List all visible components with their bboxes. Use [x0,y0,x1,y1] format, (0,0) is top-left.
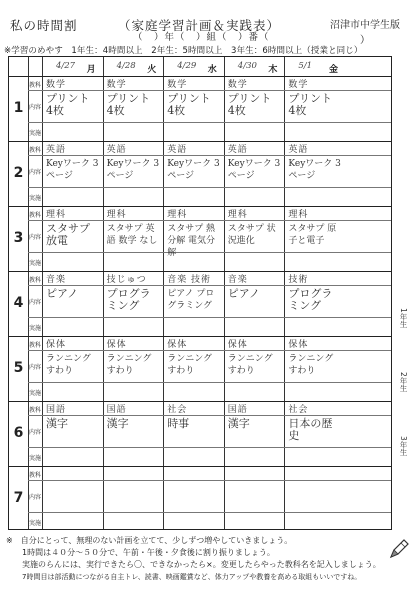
label-subject: 教科 [29,82,42,89]
cell-subject: 音楽 [46,275,67,285]
divider-day-col-3 [224,57,225,529]
cell-content: ランニング すわり [227,354,273,376]
label-content: 内容 [29,494,42,501]
page-title: 私の時間割 [10,18,78,33]
cell-content: ピアノ プログラミング [167,289,215,311]
period-number-3: 3 [13,229,24,246]
cell-subject: 保体 [227,340,248,350]
name-fields: （ ）年（ ）組（ ）番（ [133,32,270,43]
cell-subject: 理科 [288,210,309,220]
sub-divider-a-6 [28,415,391,416]
cell-subject: 理科 [227,210,248,220]
label-content: 内容 [29,169,42,176]
cell-subject: 数学 [227,80,248,90]
cell-subject: 数学 [46,80,67,90]
cell-subject: 数学 [106,80,127,90]
label-done: 実施 [29,130,42,137]
grade-marker-2: 2年生 [399,372,408,392]
cell-content: プログラミング [106,287,151,312]
row-divider-6 [9,401,391,402]
label-subject: 教科 [29,472,42,479]
footer-line-3: 実施のらんには、実行できたら〇、できなかったら×。変更したらやった教科名を記入しましょう。 [22,560,381,569]
cell-content: Keyワーク 3ページ [106,159,160,181]
day-date-4: 4/30 [237,61,257,71]
footer-line-2: 1時間は４０分～５０分で、午前・午後・夕食後に割り振りましょう。 [22,548,275,557]
sub-divider-a-1 [28,90,391,91]
cell-subject: 理科 [167,210,188,220]
cell-content: 漢字 [227,417,250,430]
period-number-1: 1 [13,99,24,116]
divider-label-col [42,57,43,529]
cell-subject: 数学 [167,80,188,90]
cell-content: プリント 4枚 [288,92,332,117]
cell-subject: 英語 [227,145,248,155]
divider-day-col-1 [103,57,104,529]
cell-content: スタサプ 放電 [46,222,90,247]
cell-subject: 音楽 技術 [167,275,212,285]
day-date-3: 4/29 [177,61,197,71]
organization-label: 沼津市中学生版 [330,20,400,31]
cell-subject: 理科 [46,210,67,220]
name-fields-close: ） [360,35,370,46]
label-subject: 教科 [29,342,42,349]
row-divider-5 [9,336,391,337]
cell-content: スタサプ 熱分解 電気分解 [167,224,216,258]
day-date-2: 4/28 [116,61,136,71]
row-divider-3 [9,206,391,207]
cell-content: プリント 4枚 [46,92,90,117]
label-done: 実施 [29,455,42,462]
cell-subject: 音楽 [227,275,248,285]
footer-line-4: 7時間目は部活動につながる自主トレ、読書、映画鑑賞など、体力アップや教養を高める取組もいいですね。 [22,573,362,581]
cell-subject: 保体 [167,340,188,350]
day-name-2: 火 [147,65,157,75]
label-content: 内容 [29,104,42,111]
sub-divider-a-5 [28,350,391,351]
cell-content: プリント 4枚 [106,92,151,117]
day-name-1: 月 [86,65,96,75]
cell-content: ランニング すわり [106,354,152,376]
label-subject: 教科 [29,147,42,154]
label-subject: 教科 [29,407,42,414]
period-number-2: 2 [13,164,24,181]
sub-divider-b-2 [28,187,391,188]
sub-divider-b-1 [28,122,391,123]
day-name-4: 木 [268,65,278,75]
label-content: 内容 [29,299,42,306]
day-date-1: 4/27 [56,61,76,71]
grade-marker-1: 1年生 [399,308,408,328]
period-number-5: 5 [13,359,24,376]
cell-content: プリント 4枚 [167,92,211,117]
sub-divider-b-4 [28,317,391,318]
cell-subject: 技術 [288,275,309,285]
cell-content: 漢字 [46,417,68,430]
timetable-grid [8,56,392,530]
cell-subject: 英語 [46,145,67,155]
cell-content: Keyワーク 3ページ [227,159,281,181]
cell-content: Keyワーク 3ページ [167,159,220,181]
cell-subject: 数学 [288,80,309,90]
cell-content: プリント 4枚 [227,92,272,117]
label-subject: 教科 [29,277,42,284]
label-subject: 教科 [29,212,42,219]
row-divider-2 [9,141,391,142]
cell-subject: 理科 [106,210,127,220]
cell-content: 時事 [167,417,190,430]
cell-subject: 保体 [46,340,67,350]
sub-divider-b-6 [28,447,391,448]
cell-content: 日本の歴史 [288,417,333,442]
label-content: 内容 [29,364,42,371]
sub-divider-a-2 [28,155,391,156]
pencil-icon [388,538,410,560]
day-name-3: 水 [207,65,217,75]
page-subtitle: （家庭学習計画＆実践表） [118,18,281,33]
cell-subject: 技じゅつ [106,275,147,285]
cell-content: ランニング すわり [167,354,213,376]
footer-line-1: ※ 自分にとって、無理のない計画を立てて、少しずつ増やしていきましょう。 [6,536,293,545]
header-divider [9,76,391,77]
period-number-4: 4 [13,294,24,311]
period-number-7: 7 [13,489,24,506]
sub-divider-b-5 [28,382,391,383]
sub-divider-a-7 [28,480,391,481]
cell-content: ランニング すわり [46,354,91,376]
label-content: 内容 [29,234,42,241]
cell-content: スタサプ 英語 数学 なし [106,224,158,246]
cell-content: ピアノ [227,287,260,300]
study-guideline-note: ※学習のめやす 1年生：4時間以上 2年生：5時間以上 3年生：6時間以上（授業と同じ） [4,46,363,56]
cell-subject: 国語 [46,405,67,415]
cell-subject: 保体 [288,340,309,350]
cell-subject: 保体 [106,340,127,350]
cell-subject: 国語 [106,405,127,415]
cell-content: ランニング すわり [288,354,334,376]
label-done: 実施 [29,260,42,267]
cell-content: ピアノ [46,287,79,300]
cell-subject: 英語 [106,145,127,155]
cell-subject: 英語 [288,145,309,155]
sub-divider-a-4 [28,285,391,286]
label-done: 実施 [29,520,42,527]
cell-content: プログラミング [288,287,333,312]
divider-day-col-2 [163,57,164,529]
cell-content: スタサプ 状況進化 [227,224,276,246]
cell-subject: 国語 [227,405,248,415]
day-name-5: 金 [329,65,339,75]
label-done: 実施 [29,195,42,202]
cell-subject: 社会 [288,405,309,415]
row-divider-7 [9,466,391,467]
label-content: 内容 [29,429,42,436]
sub-divider-a-3 [28,220,391,221]
label-done: 実施 [29,325,42,332]
cell-subject: 英語 [167,145,188,155]
grade-marker-3: 3年生 [399,436,408,456]
cell-content: スタサプ 原子と電子 [288,224,337,246]
label-done: 実施 [29,390,42,397]
cell-content: Keyワーク 3ページ [46,159,99,181]
cell-content: Keyワーク 3ページ [288,159,341,181]
sub-divider-b-7 [28,512,391,513]
divider-day-col-4 [284,57,285,529]
cell-subject: 社会 [167,405,188,415]
period-number-6: 6 [13,424,24,441]
day-date-5: 5/1 [298,61,313,71]
cell-content: 漢字 [106,417,129,430]
